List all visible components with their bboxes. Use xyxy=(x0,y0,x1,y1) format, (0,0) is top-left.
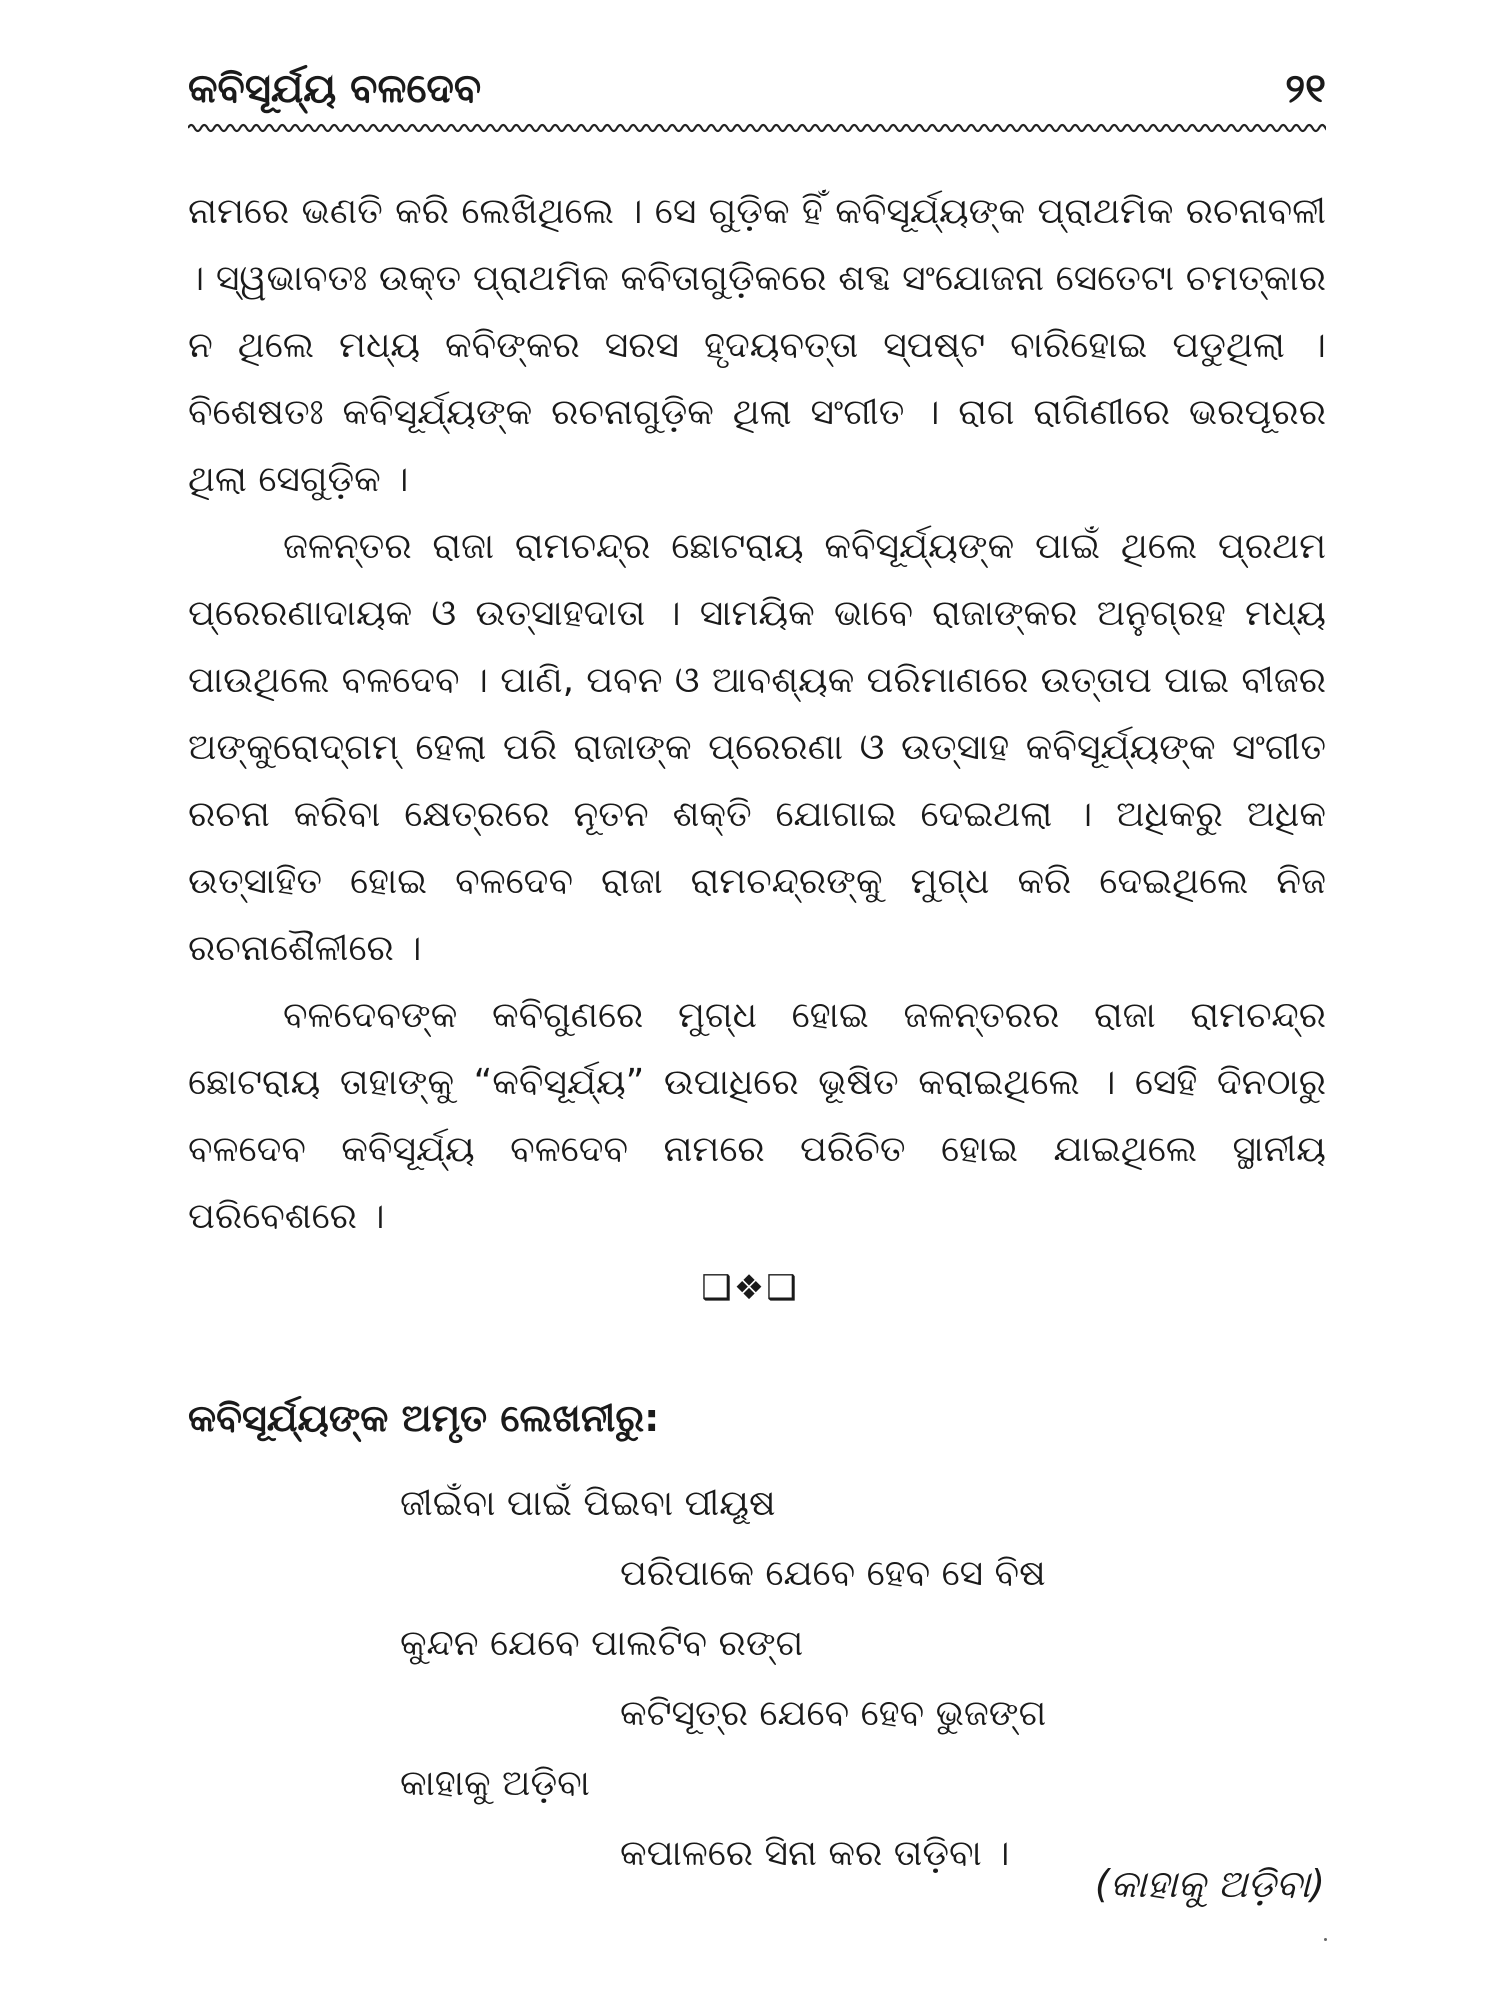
page-number: ୨୧ xyxy=(1285,66,1326,112)
section-heading: କବିସୂର୍ଯ୍ୟଙ୍କ ଅମୃତ ଲେଖନୀରୁ: xyxy=(188,1396,660,1440)
paragraph: ବଳଦେବଙ୍କ କବିଗୁଣରେ ମୁଗ୍ଧ ହୋଇ ଜଳନ୍ତରର ରାଜା ରାମଚନ୍ଦ୍ର ଛୋଟରାୟ ତାହାଙ୍କୁ “କବିସୂର୍ଯ୍ୟ” ଉପାଧିରେ ଭୂଷିତ କରାଇଥିଲେ । ସେହି ଦିନଠାରୁ ବଳଦେବ କବିସୂର୍ଯ୍ୟ ବଳଦେବ ନାମରେ ପରିଚିତ ହୋଇ ଯାଇଥିଲେ ସ୍ଥାନୀୟ ପରିବେଶରେ । xyxy=(188,995,1326,1237)
poem-line: କପାଳରେ ସିନା କର ତାଡ଼ିବା । xyxy=(620,1833,1010,1874)
paragraph: ଜଳନ୍ତର ରାଜା ରାମଚନ୍ଦ୍ର ଛୋଟରାୟ କବିସୂର୍ଯ୍ୟଙ୍କ ପାଇଁ ଥିଲେ ପ୍ରଥମ ପ୍ରେରଣାଦାୟକ ଓ ଉତ୍ସାହଦାତା । ସାମୟିକ ଭାବେ ରାଜାଙ୍କର ଅନୁଗ୍ରହ ମଧ୍ୟ ପାଉଥିଲେ ବଳଦେବ । ପାଣି, ପବନ ଓ ଆବଶ୍ୟକ ପରିମାଣରେ ଉତ୍ତାପ ପାଇ ବୀଜର ଅଙ୍କୁରୋଦ୍‌ଗମ୍ ହେଲା ପରି ରାଜାଙ୍କ ପ୍ରେରଣା ଓ ଉତ୍ସାହ କବିସୂର୍ଯ୍ୟଙ୍କ ସଂଗୀତ ରଚନା କରିବା କ୍ଷେତ୍ରରେ ନୂତନ ଶକ୍ତି ଯୋଗାଇ ଦେଇଥଲା । ଅଧିକରୁ ଅଧିକ ଉତ୍ସାହିତ ହୋଇ ବଳଦେବ ରାଜା ରାମଚନ୍ଦ୍ରଙ୍କୁ ମୁଗ୍ଧ କରି ଦେଇଥିଲେ ନିଜ ରଚନାଶୈଳୀରେ । xyxy=(188,526,1326,969)
running-title: କବିସୂର୍ଯ୍ୟ ବଳଦେବ xyxy=(188,66,482,112)
wavy-divider xyxy=(188,120,1326,136)
poem-attribution: (କାହାକୁ ଅଡ଼ିବା) xyxy=(1094,1862,1325,1906)
poem-line: ପରିପାକେ ଯେବେ ହେବ ସେ ବିଷ xyxy=(620,1553,1046,1594)
poem-line: କୁନ୍ଦନ ଯେବେ ପାଲଟିବ ରଙ୍ଗ xyxy=(400,1623,804,1664)
poem-line: କାହାକୁ ଅଡ଼ିବା xyxy=(400,1763,590,1804)
page-header xyxy=(188,58,1326,128)
paragraph: ନାମରେ ଭଣତି କରି ଲେଖିଥିଲେ । ସେ ଗୁଡ଼ିକ ହିଁ କବିସୂର୍ଯ୍ୟଙ୍କ ପ୍ରାଥମିକ ରଚନାବଳୀ । ସ୍ୱଭାବତଃ ଉକ୍ତ ପ୍ରାଥମିକ କବିତାଗୁଡ଼ିକରେ ଶବ୍ଦ ସଂଯୋଜନା ସେତେଟା ଚମତ୍କାର ନ ଥିଲେ ମଧ୍ୟ କବିଙ୍କର ସରସ ହୃଦୟବତ୍ତା ସ୍ପଷ୍ଟ ବାରିହୋଇ ପଡୁଥିଲା । ବିଶେଷତଃ କବିସୂର୍ଯ୍ୟଙ୍କ ରଚନାଗୁଡ଼ିକ ଥିଲା ସଂଗୀତ । ରାଗ ରାଗିଣୀରେ ଭରପୂରର ଥିଲା ସେଗୁଡ଼ିକ । xyxy=(188,191,1326,500)
section-ornament: ❑❖❑ xyxy=(701,1268,799,1308)
poem-line: କଟିସୂତ୍ର ଯେବେ ହେବ ଭୁଜଙ୍ଗ xyxy=(620,1693,1047,1734)
poem-line: ଜୀଇଁବା ପାଇଁ ପିଇବା ପୀୟୂଷ xyxy=(400,1483,776,1524)
body-text xyxy=(188,178,1326,1250)
print-speck xyxy=(1324,1938,1327,1941)
